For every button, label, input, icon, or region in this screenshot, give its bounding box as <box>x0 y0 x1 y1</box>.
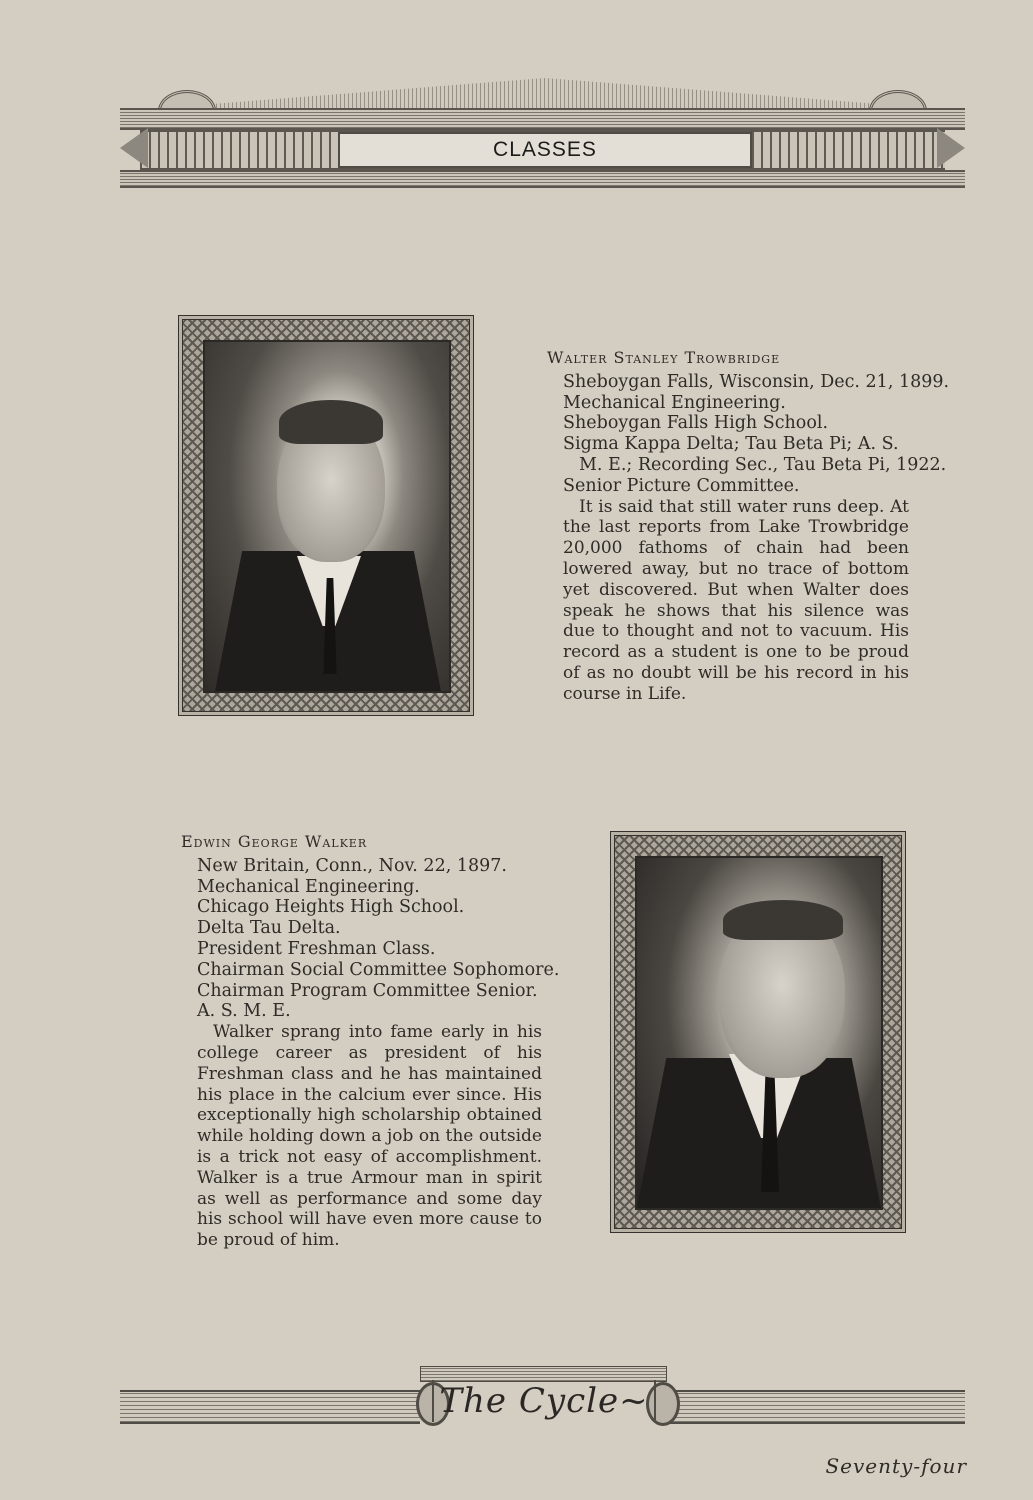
student-name: Edwin George Walker <box>181 832 368 851</box>
frieze-end-right <box>937 128 965 168</box>
footer-rail-left <box>120 1390 420 1424</box>
bio-detail: Sheboygan Falls, Wisconsin, Dec. 21, 1899. <box>563 371 950 392</box>
footer-rail-right <box>665 1390 965 1424</box>
bio-detail: Mechanical Engineering. <box>563 392 786 413</box>
portrait-trowbridge <box>178 315 474 716</box>
publication-title: The Cycle~ <box>432 1380 656 1422</box>
bio-detail: M. E.; Recording Sec., Tau Beta Pi, 1922. <box>579 454 947 475</box>
bio-paragraph: It is said that still water runs deep. At the last reports from Lake Trowbridge 20,000 fathoms of chain had been lowered away, but no trace of bottom yet discovered. But when Walter does speak he shows that his silence was due to thought and not to vacuum. His record as a student is one to be proud of as no doubt will be his record in his course in Life. <box>563 496 909 704</box>
frieze-end-left <box>120 128 148 168</box>
bio-detail: Delta Tau Delta. <box>197 918 341 939</box>
header-banner <box>120 72 965 187</box>
hair <box>279 400 383 444</box>
bio-detail: Chicago Heights High School. <box>197 897 465 918</box>
portrait-photo <box>635 856 883 1210</box>
portrait-photo <box>203 340 451 693</box>
bio-walker <box>181 832 560 1251</box>
cornice-ornament <box>120 108 965 130</box>
bio-trowbridge <box>547 348 950 705</box>
bio-detail: Chairman Social Committee Sophomore. <box>197 959 560 980</box>
base-ornament <box>120 170 965 188</box>
student-name: Walter Stanley Trowbridge <box>547 348 781 367</box>
bio-detail: A. S. M. E. <box>197 1001 291 1022</box>
section-title: CLASSES <box>338 132 752 168</box>
hair <box>723 900 843 940</box>
bio-detail: President Freshman Class. <box>197 938 436 959</box>
bio-paragraph: Walker sprang into fame early in his college career as president of his Freshman class and he has maintained his place in the calcium ever since. His exceptionally high scholarship obtained while holding down a job on the outside is a trick not easy of accomplishment. Walker is a true Armour man in spirit as well as performance and some day his school will have even more cause to be proud of him. <box>197 1022 542 1251</box>
bio-detail: Senior Picture Committee. <box>563 475 800 496</box>
bio-detail: Chairman Program Committee Senior. <box>197 980 538 1001</box>
bio-detail: New Britain, Conn., Nov. 22, 1897. <box>197 855 507 876</box>
bio-detail: Sheboygan Falls High School. <box>563 413 829 434</box>
pediment-ornament <box>160 78 930 108</box>
portrait-walker <box>610 831 906 1233</box>
footer-banner <box>120 1362 965 1432</box>
bio-detail: Mechanical Engineering. <box>197 876 420 897</box>
bio-detail: Sigma Kappa Delta; Tau Beta Pi; A. S. <box>563 434 899 455</box>
page-number: Seventy-four <box>825 1454 967 1478</box>
